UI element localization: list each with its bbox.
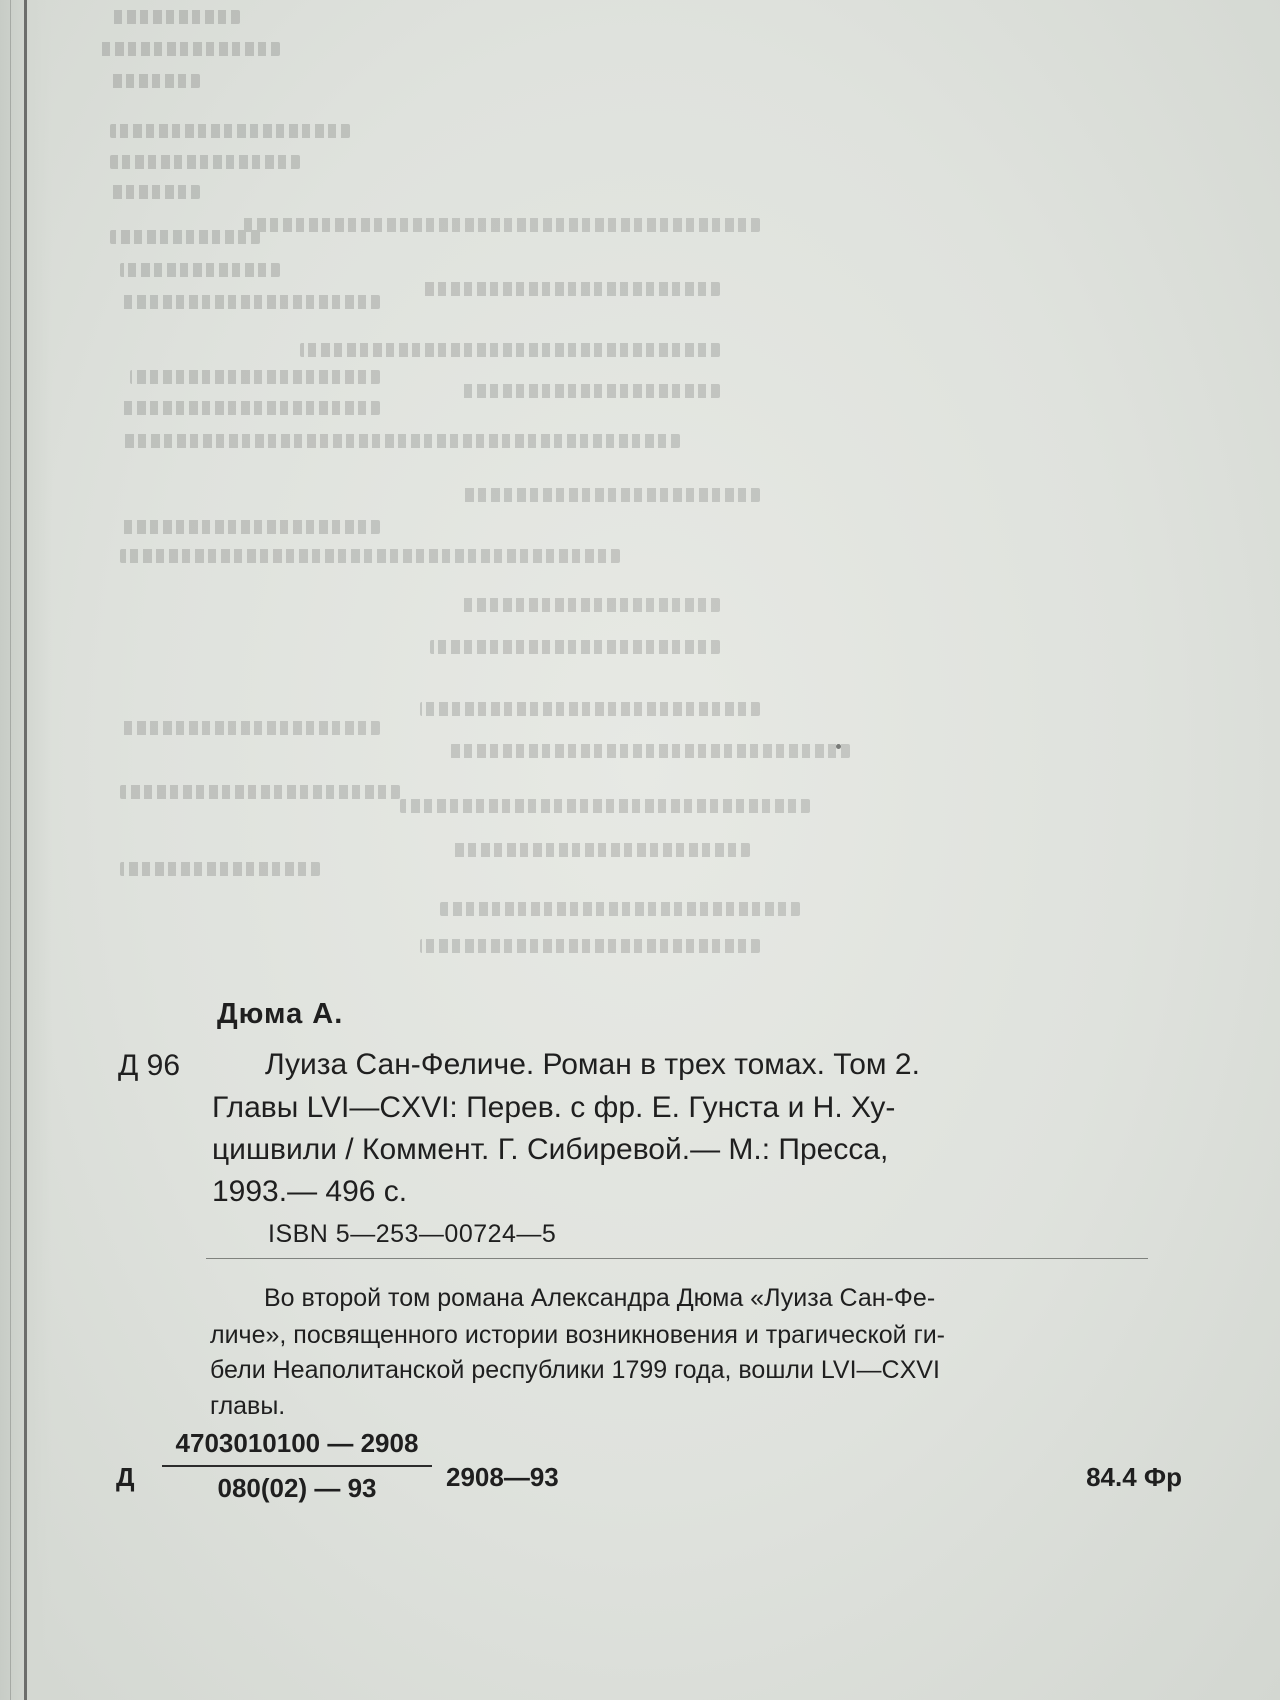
annotation-line-2: личе», посвященного истории возникновения и трагической ги- xyxy=(210,1321,945,1349)
description-line-3: цишвили / Коммент. Г. Сибиревой.— М.: Пресса, xyxy=(212,1133,889,1166)
annotation-line-3: бели Неаполитанской республики 1799 года, вошли LVI—CXVI xyxy=(210,1356,940,1384)
annotation-line-1: Во второй том романа Александра Дюма «Луиза Сан-Фе- xyxy=(264,1284,936,1312)
footer-prefix: Д xyxy=(116,1462,135,1492)
author-heading: Дюма А. xyxy=(217,998,344,1030)
catalog-code: Д 96 xyxy=(118,1049,181,1082)
isbn: ISBN 5—253—00724—5 xyxy=(268,1220,557,1248)
fraction-bottom: 080(02) — 93 xyxy=(217,1473,377,1503)
footer-code: 2908—93 xyxy=(446,1462,559,1492)
catalog-fraction xyxy=(162,1428,432,1504)
classification-code: 84.4 Фр xyxy=(1086,1462,1182,1492)
stray-mark xyxy=(836,744,841,749)
description-line-4: 1993.— 496 с. xyxy=(212,1175,408,1208)
fraction-top: 4703010100 — 2908 xyxy=(162,1428,432,1467)
description-line-1: Луиза Сан-Феличе. Роман в трех томах. Том 2. xyxy=(265,1048,920,1081)
separator-rule xyxy=(206,1258,1148,1259)
annotation-line-4: главы. xyxy=(210,1392,286,1420)
catalog-footer xyxy=(0,1428,1280,1508)
description-line-2: Главы LVI—CXVI: Перев. с фр. Е. Гунста и Н. Ху- xyxy=(212,1091,896,1124)
